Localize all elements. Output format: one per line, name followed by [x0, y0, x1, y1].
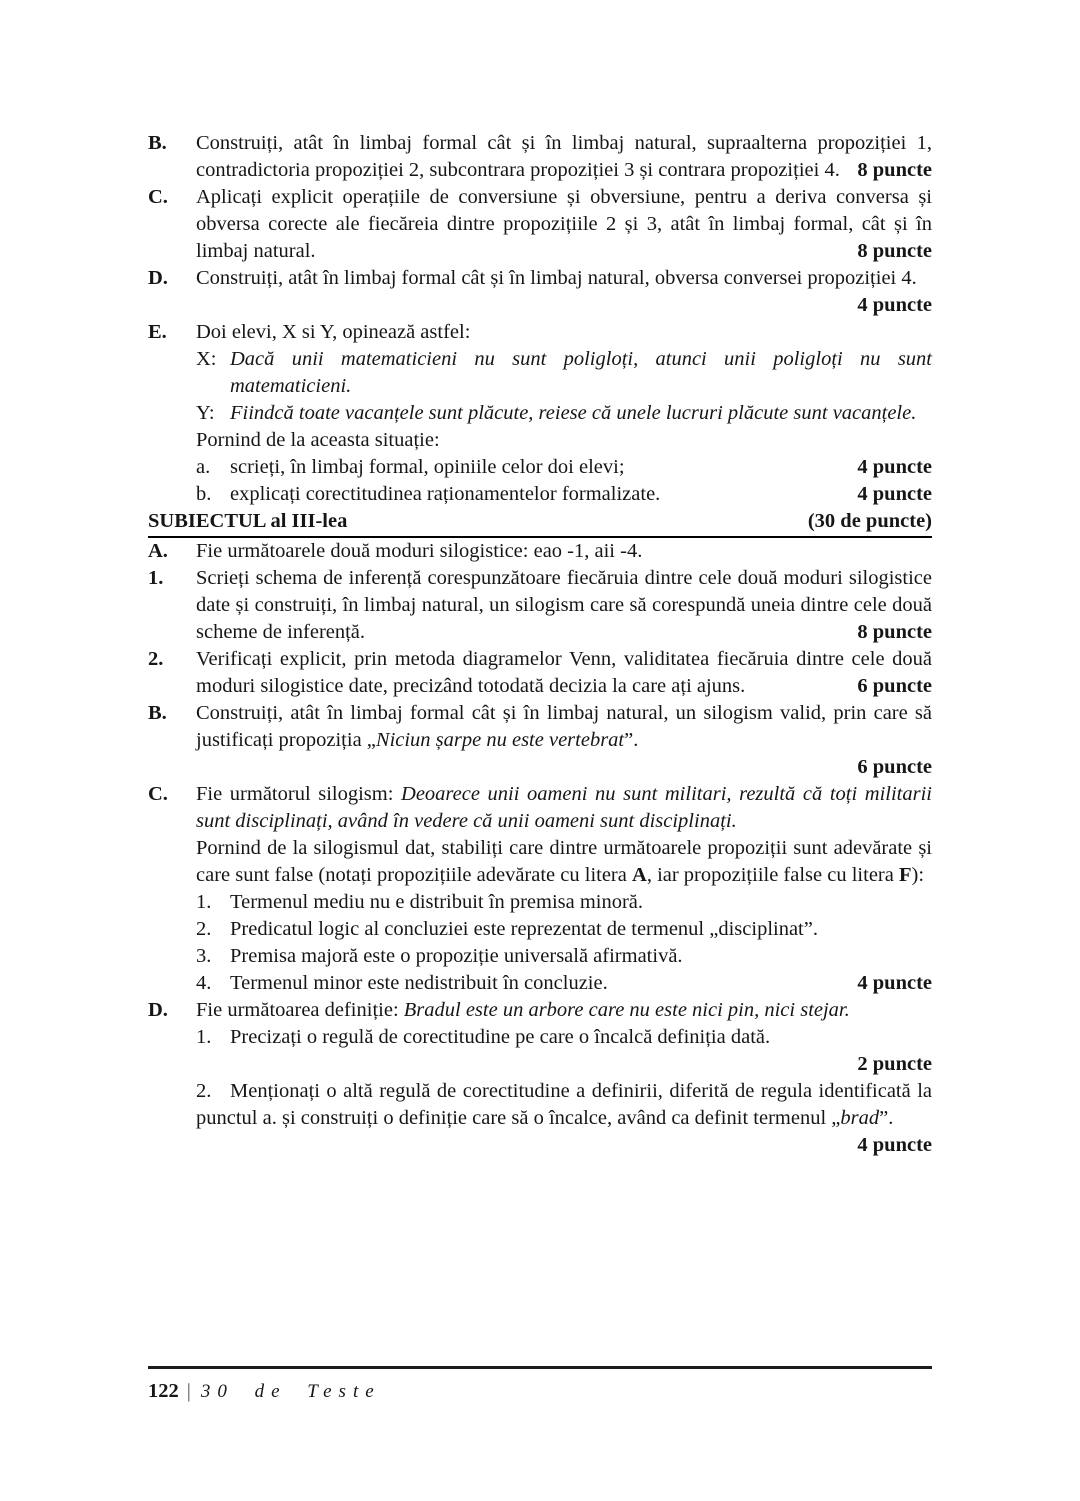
points-label: 6 puncte — [857, 675, 932, 697]
item-text-a3: Fie următoarele două moduri silogistice: eao -1, aii -4. — [196, 540, 643, 562]
statement-3 — [196, 943, 932, 970]
points-label: 4 puncte — [857, 456, 932, 478]
exam-item-d — [148, 265, 932, 319]
text-run: Construiți, atât în limbaj formal cât și în limbaj natural, obversa conversei propoziției 4. — [196, 267, 917, 289]
student-x-label: X: — [196, 348, 217, 370]
subject3-item-2 — [148, 646, 932, 700]
item-label-q2: 2. — [148, 648, 164, 670]
item-label-q1: 1. — [148, 567, 164, 589]
item-text-b — [196, 130, 932, 184]
subject3-item-b — [148, 700, 932, 781]
statement-num: 4. — [196, 972, 212, 994]
statement-text: Termenul mediu nu e distribuit în premisa minoră. — [230, 891, 644, 913]
statement-text: Predicatul logic al concluziei este reprezentat de termenul „disciplinat”. — [230, 918, 818, 940]
text-run: Pornind de la silogismul dat, stabiliți care dintre următoarele propoziții sunt adevărate și care sunt false (notați propozițiile adevărate cu litera — [196, 837, 932, 886]
subject3-item-a — [148, 538, 932, 565]
statement-num: 3. — [196, 945, 212, 967]
subtask-b-text — [230, 481, 932, 508]
statement-1 — [196, 889, 932, 916]
item-body-q2 — [196, 646, 932, 700]
defined-term: brad — [840, 1107, 880, 1129]
points-label: 4 puncte — [857, 972, 932, 994]
subtask-b — [196, 481, 932, 508]
d-task-2 — [196, 1078, 932, 1156]
subtask-b-label: b. — [196, 483, 212, 505]
footer-separator: | — [186, 1380, 191, 1402]
text-run: explicați corectitudinea raționamentelor formalizate. — [230, 483, 661, 505]
item-label-c3: C. — [148, 783, 168, 805]
item-label-e: E. — [148, 321, 167, 343]
student-y-opinion — [196, 400, 932, 427]
subject3-heading — [148, 508, 932, 538]
item-label-a3: A. — [148, 540, 168, 562]
text-run: Construiți, atât în limbaj formal cât și în limbaj natural, supraalterna propoziției 1, contradictoria propoziției 2, subcontrara propoziției 3 și contrara propoziției 4. — [196, 132, 932, 181]
points-label: 4 puncte — [857, 1134, 932, 1156]
text-run: ): — [911, 864, 925, 886]
subject3-item-1 — [148, 565, 932, 646]
quoted-proposition: Niciun șarpe nu este vertebrat — [375, 729, 625, 751]
points-label: 4 puncte — [857, 483, 932, 505]
page-footer — [148, 1366, 932, 1403]
item-label-d3: D. — [148, 999, 168, 1021]
exam-content — [148, 130, 932, 1159]
student-x-text: Dacă unii matematicieni nu sunt poligloți, atunci unii poligloți nu sunt matematicieni. — [230, 348, 932, 397]
subject3-title: SUBIECTUL al III-lea — [148, 510, 348, 532]
text-run: ”. — [879, 1107, 894, 1129]
text-run: ”. — [624, 729, 639, 751]
item-text-c — [196, 184, 932, 265]
text-run: Termenul minor este nedistribuit în concluzie. — [230, 972, 608, 994]
text-run: Aplicați explicit operațiile de conversiune și obversiune, pentru a deriva conversa și obversa corecte ale fiecăreia dintre propozițiile 2 și 3, atât în limbaj formal, cât și în limbaj natural. — [196, 186, 932, 262]
syllogism-text: Deoarece unii oameni nu sunt militari, rezultă că toți militarii sunt disciplinați, având în vedere că unii oameni sunt disciplinați. — [196, 783, 932, 832]
points-label: 4 puncte — [857, 294, 932, 316]
item-body-e — [196, 319, 932, 508]
text-run: Scrieți schema de inferență corespunzătoare fiecăruia dintre cele două moduri silogistice date și construiți, în limbaj natural, un silogism care să corespundă uneia dintre cele două scheme de inferență. — [196, 567, 932, 643]
item-body-b3 — [196, 700, 932, 781]
statement-text — [230, 970, 932, 997]
task-paragraph — [196, 835, 932, 889]
item-e-situation: Pornind de la aceasta situație: — [196, 429, 440, 451]
statement-num: 2. — [196, 918, 212, 940]
subject3-item-d — [148, 997, 932, 1159]
book-title: 30 de Teste — [200, 1381, 381, 1402]
item-body-q1 — [196, 565, 932, 646]
statement-4 — [196, 970, 932, 997]
points-label: 2 puncte — [857, 1053, 932, 1075]
subject3-total-points: (30 de puncte) — [807, 510, 932, 532]
text-run: , iar propozițiile false cu litera — [646, 864, 899, 886]
points-label: 8 puncte — [857, 159, 932, 181]
task-num: 2. — [196, 1080, 212, 1102]
item-text-b3 — [196, 700, 932, 754]
text-run: scrieți, în limbaj formal, opiniile celor doi elevi; — [230, 456, 625, 478]
text-run: Menționați o altă regulă de corectitudine a definirii, diferită de regula identificată la punctul a. și construiți o definiție care să o încalce, având ca definit termenul „ — [196, 1080, 932, 1129]
text-run: Fie următorul silogism: — [196, 783, 402, 805]
item-text-q2 — [196, 646, 932, 700]
student-y-label: Y: — [196, 402, 215, 424]
text-run: Construiți, atât în limbaj formal cât și în limbaj natural, un silogism valid, prin care să justificați propoziția „ — [196, 702, 932, 751]
subtask-a-text — [230, 454, 932, 481]
item-body-c3 — [196, 781, 932, 997]
student-y-text: Fiindcă toate vacanțele sunt plăcute, reiese că unele lucruri plăcute sunt vacanțele. — [230, 402, 917, 424]
letter-f: F — [898, 864, 912, 886]
task-num: 1. — [196, 1026, 212, 1048]
statement-2 — [196, 916, 932, 943]
item-label-b: B. — [148, 132, 167, 154]
text-run: Fie următoarea definiție: — [196, 999, 404, 1021]
item-text-q1 — [196, 565, 932, 646]
item-label-b3: B. — [148, 702, 167, 724]
item-label-c: C. — [148, 186, 168, 208]
item-body-a3 — [196, 538, 932, 565]
exam-item-e — [148, 319, 932, 508]
d-task-1 — [196, 1024, 932, 1051]
item-text-d — [196, 265, 932, 316]
item-e-intro: Doi elevi, X si Y, opinează astfel: — [196, 321, 471, 343]
points-label: 8 puncte — [857, 240, 932, 262]
points-label: 8 puncte — [857, 621, 932, 643]
definition-text: Bradul este un arbore care nu este nici pin, nici stejar. — [403, 999, 850, 1021]
text-run: Precizați o regulă de corectitudine pe care o încalcă definiția dată. — [230, 1026, 771, 1048]
subtask-a — [196, 454, 932, 481]
exam-item-c — [148, 184, 932, 265]
text-run: Verificați explicit, prin metoda diagramelor Venn, validitatea fiecăruia dintre cele două moduri silogistice date, precizând totodată decizia la care ați ajuns. — [196, 648, 932, 697]
statement-text: Premisa majoră este o propoziție universală afirmativă. — [230, 945, 683, 967]
item-body-c — [196, 184, 932, 265]
item-body-d3 — [196, 997, 932, 1159]
letter-a: A — [632, 864, 647, 886]
definition-paragraph — [196, 997, 932, 1024]
subtask-a-label: a. — [196, 456, 211, 478]
student-x-opinion — [196, 346, 932, 400]
exam-item-b — [148, 130, 932, 184]
page-number: 122 — [148, 1380, 179, 1402]
item-body-b — [196, 130, 932, 184]
statement-num: 1. — [196, 891, 212, 913]
item-label-d: D. — [148, 267, 168, 289]
points-label: 6 puncte — [857, 756, 932, 778]
item-body-d — [196, 265, 932, 319]
syllogism-paragraph — [196, 781, 932, 835]
subject3-item-c — [148, 781, 932, 997]
